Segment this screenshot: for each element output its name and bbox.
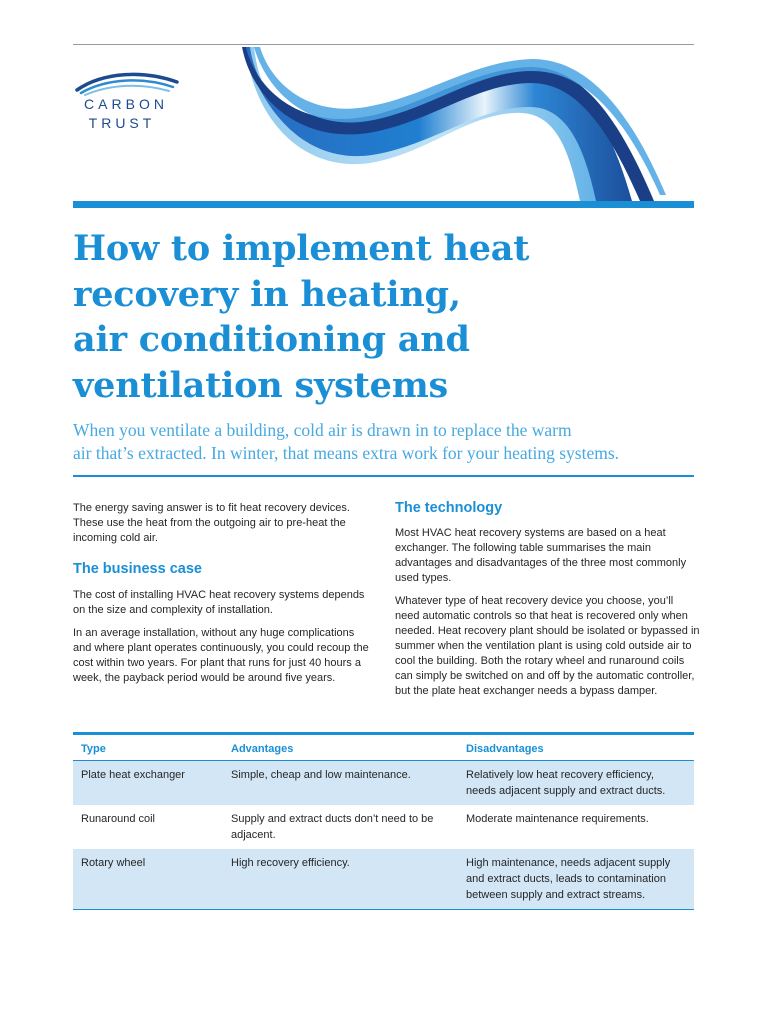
ribbon-graphic [240, 45, 680, 205]
lead-paragraph [73, 419, 698, 465]
comparison-table-wrap [73, 732, 694, 910]
table-cell: Relatively low heat recovery efficiency, needs adjacent supply and extract ducts. [458, 761, 694, 806]
title-line: recovery in heating, [73, 273, 461, 315]
technology-heading: The technology [395, 500, 503, 516]
lead-divider [73, 475, 694, 477]
business-case-heading: The business case [73, 561, 202, 577]
table-cell: Supply and extract ducts don’t need to be adjacent. [231, 813, 434, 841]
title-line: ventilation systems [73, 364, 449, 406]
business-paragraph: In an average installation, without any huge complications and where plant operates continuously, you could recoup the cost within two years. For plant that runs for just 40 hours a week, the payback period would be around five years. [73, 627, 369, 684]
column-header-type: Type [73, 734, 223, 761]
lead-line: air that’s extracted. In winter, that means extra work for your heating systems. [73, 443, 620, 463]
table-cell: Moderate maintenance requirements. [466, 813, 649, 825]
table-cell: Simple, cheap and low maintenance. [223, 761, 458, 806]
technology-paragraph: Whatever type of heat recovery device you choose, you’ll need automatic controls so that heat is recovered only when needed. Heat recovery plant should be isolated or bypassed in summer when the ventilation plant is using cold outside air to cool the building. Both the rotary wheel and runaround coils can simply be switched on and off by the automatic controller, but the plate heat exchanger needs a bypass damper. [395, 595, 700, 697]
table-cell: Plate heat exchanger [73, 761, 223, 806]
logo-word-trust: TRUST [88, 115, 156, 131]
logo-swoosh-icon [73, 66, 183, 96]
table-cell: Runaround coil [81, 813, 155, 825]
table-cell: High recovery efficiency. [223, 849, 458, 910]
table-row [73, 805, 694, 849]
carbon-trust-logo [73, 66, 183, 136]
table-header-row [73, 734, 694, 761]
technology-paragraph: Most HVAC heat recovery systems are based on a heat exchanger. The following table summarises the main advantages and disadvantages of the three most commonly used types. [395, 527, 687, 584]
table-row [73, 849, 694, 910]
comparison-table [73, 732, 694, 910]
business-paragraph: The cost of installing HVAC heat recovery systems depends on the size and complexity of installation. [73, 589, 365, 616]
left-column [73, 501, 373, 694]
column-header-disadvantages: Disadvantages [458, 734, 694, 761]
column-header-advantages: Advantages [223, 734, 458, 761]
intro-paragraph: The energy saving answer is to fit heat recovery devices. These use the heat from the outgoing air to pre-heat the incoming cold air. [73, 502, 350, 544]
page-title [73, 226, 693, 408]
table-row [73, 761, 694, 806]
title-line: How to implement heat [73, 228, 530, 269]
logo-word-carbon: CARBON [84, 96, 168, 112]
right-column [395, 499, 700, 707]
header-accent-bar [73, 201, 694, 208]
title-line: air conditioning and [73, 319, 470, 360]
table-cell: Rotary wheel [73, 849, 223, 910]
table-cell: High maintenance, needs adjacent supply and extract ducts, leads to contamination between supply and extract streams. [458, 849, 694, 910]
lead-line: When you ventilate a building, cold air is drawn in to replace the warm [73, 420, 572, 440]
